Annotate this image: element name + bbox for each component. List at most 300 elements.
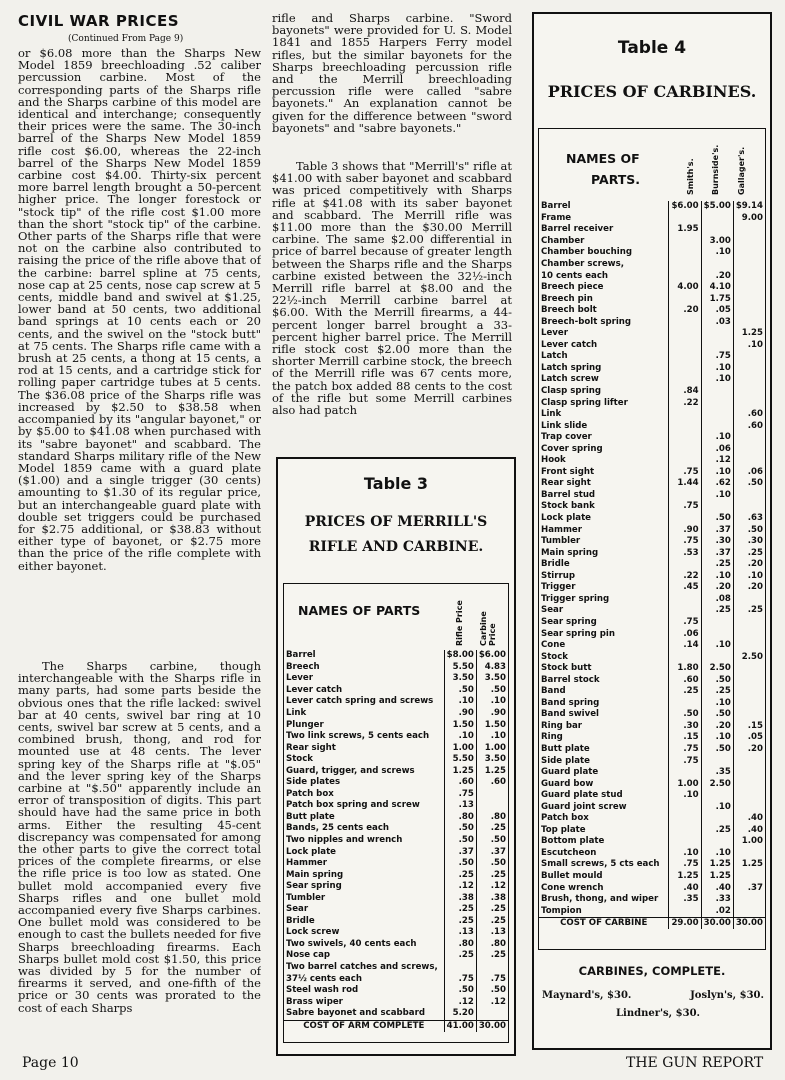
price-cell: [733, 236, 765, 248]
total-price-cell: 30.00: [733, 917, 765, 929]
price-cell: .63: [733, 513, 765, 525]
price-cell: [733, 801, 765, 813]
price-cell: 1.44: [669, 478, 701, 490]
price-cell: .90: [444, 708, 476, 720]
price-cell: .10: [669, 790, 701, 802]
part-name-cell: Sear spring: [541, 616, 597, 627]
price-cell: [669, 825, 701, 837]
price-cell: .06: [701, 443, 733, 455]
table-row: [284, 996, 508, 1008]
part-name-cell: Patch box: [286, 788, 334, 799]
table-row: [284, 892, 508, 904]
table-row: [539, 201, 765, 213]
price-cell: .12: [476, 881, 508, 893]
part-name-cell: Sabre bayonet and scabbard: [286, 1008, 425, 1019]
table-row: [284, 696, 508, 708]
table-row: [539, 905, 765, 917]
price-cell: .10: [701, 490, 733, 502]
price-cell: $6.00: [669, 201, 701, 213]
price-cell: .12: [444, 881, 476, 893]
price-cell: [669, 409, 701, 421]
price-cell: .10: [701, 698, 733, 710]
price-cell: .25: [444, 904, 476, 916]
price-cell: [701, 755, 733, 767]
price-cell: 1.00: [733, 836, 765, 848]
table-row: [539, 778, 765, 790]
table-row: [284, 685, 508, 697]
part-name-cell: Latch screw: [541, 374, 599, 385]
part-name-cell: Sear: [286, 904, 309, 915]
part-name-cell: Tompion: [541, 905, 582, 916]
price-cell: [733, 628, 765, 640]
table-row: [539, 721, 765, 733]
price-cell: [476, 800, 508, 812]
price-cell: .10: [701, 363, 733, 375]
complete-maynard: Maynard's, $30.: [542, 990, 632, 1001]
price-cell: .12: [476, 996, 508, 1008]
price-cell: [669, 651, 701, 663]
table-row: [284, 950, 508, 962]
price-cell: .40: [733, 825, 765, 837]
price-cell: .25: [701, 825, 733, 837]
price-cell: .10: [444, 731, 476, 743]
price-cell: [669, 455, 701, 467]
table-row: [539, 547, 765, 559]
table-4-header-gallager: Gallager's.: [737, 146, 746, 195]
price-cell: [669, 905, 701, 917]
price-cell: [733, 617, 765, 629]
price-cell: .50: [733, 478, 765, 490]
part-name-cell: Breech-bolt spring: [541, 316, 632, 327]
table-row: [284, 904, 508, 916]
total-price-cell: 41.00: [444, 1020, 476, 1032]
part-name-cell: Lever: [286, 673, 313, 684]
page-number: Page 10: [22, 1055, 79, 1071]
price-cell: .50: [476, 835, 508, 847]
price-cell: .75: [669, 755, 701, 767]
price-cell: [733, 259, 765, 271]
price-cell: .20: [701, 582, 733, 594]
table-4-title: PRICES OF CARBINES.: [547, 82, 757, 101]
price-cell: [733, 455, 765, 467]
part-name-cell: Clasp spring lifter: [541, 397, 628, 408]
table-row: [284, 823, 508, 835]
part-name-cell: Chamber bouching: [541, 247, 632, 258]
table-row: [539, 455, 765, 467]
table-row: [284, 973, 508, 985]
part-name-cell: Hammer: [286, 858, 327, 869]
price-cell: .50: [701, 709, 733, 721]
table-row: [284, 962, 508, 974]
price-cell: .20: [733, 744, 765, 756]
table-row: [284, 985, 508, 997]
part-name-cell: Lock plate: [541, 513, 592, 524]
price-cell: [733, 224, 765, 236]
part-name-cell: Breech: [286, 661, 320, 672]
price-cell: .12: [444, 996, 476, 1008]
price-cell: [669, 594, 701, 606]
part-name-cell: Stock: [541, 651, 569, 662]
part-name-cell: 37½ cents each: [286, 973, 362, 984]
price-cell: .60: [476, 777, 508, 789]
price-cell: [669, 605, 701, 617]
price-cell: .35: [701, 767, 733, 779]
part-name-cell: Patch box spring and screw: [286, 800, 420, 811]
price-cell: [669, 213, 701, 225]
table-row: [539, 640, 765, 652]
table-row: [539, 859, 765, 871]
price-cell: [669, 443, 701, 455]
price-cell: .08: [701, 594, 733, 606]
price-cell: 2.50: [701, 778, 733, 790]
table-3-header-carbine: Carbine Price: [479, 611, 497, 646]
price-cell: 5.50: [444, 662, 476, 674]
table-row: [539, 501, 765, 513]
price-cell: .10: [701, 732, 733, 744]
article-column-1-para-2: The Sharps carbine, though interchangeable with the Sharps rifle in many parts, had some parts beside the obvious ones that the rifle lacked: swivel bar at 40 cents, swivel bar ring at 10 cents, swivel bar screw at 5 cents, and a combined brush, thong, and rod for mounted use at 48 cents. The lever spring key of the Sharps rifle at "$.05" and the lever spring key of the Sharps carbine at "$.50" apparently include an error of transposition of digits. This part should have had the same price in both arms. Either the resulting 45-cent discrepancy was compensated for among the other parts to give the correct total prices of the complete firearms, or else the rifle price is too low as stated. One bullet mold accompanied every five Sharps rifles and one bullet mold accompanied every five Sharps carbines. One bullet mold was considered to be enough to cast the bullets needed for five Sharps breechloading firearms. Each Sharps bullet mold cost $1.50, this price was divided by 5 for the number of firearms it served, and one-fifth of the price or 30 cents was prorated to the cost of each Sharps: [18, 660, 261, 1015]
price-cell: 1.25: [733, 859, 765, 871]
table-row: [539, 617, 765, 629]
price-cell: .50: [476, 685, 508, 697]
part-name-cell: Trigger: [541, 582, 576, 593]
table-4-label: Table 4: [617, 38, 687, 58]
price-cell: 1.80: [669, 663, 701, 675]
price-cell: .10: [701, 432, 733, 444]
price-cell: .50: [701, 513, 733, 525]
price-cell: .20: [701, 721, 733, 733]
table-3-header-rifle: Rifle Price: [455, 600, 464, 646]
price-cell: [669, 374, 701, 386]
table-row: [539, 374, 765, 386]
price-cell: .14: [669, 640, 701, 652]
part-name-cell: Sear spring: [286, 881, 342, 892]
part-name-cell: Guard bow: [541, 778, 594, 789]
table-row: [539, 247, 765, 259]
price-cell: .10: [476, 696, 508, 708]
price-cell: [701, 340, 733, 352]
price-cell: 3.50: [476, 754, 508, 766]
part-name-cell: Guard plate stud: [541, 790, 623, 801]
price-cell: .90: [476, 708, 508, 720]
table-row: [539, 363, 765, 375]
table-row: [539, 282, 765, 294]
price-cell: .06: [669, 628, 701, 640]
table-row: [539, 628, 765, 640]
table-row: [539, 571, 765, 583]
table-row: [539, 478, 765, 490]
table-row: [539, 709, 765, 721]
price-cell: .10: [733, 571, 765, 583]
continued-note: (Continued From Page 9): [68, 34, 184, 44]
price-cell: [476, 789, 508, 801]
price-cell: [733, 316, 765, 328]
part-name-cell: Lock plate: [286, 846, 337, 857]
price-cell: 1.00: [444, 742, 476, 754]
part-name-cell: Rear sight: [286, 742, 336, 753]
price-cell: .25: [701, 605, 733, 617]
magazine-name: THE GUN REPORT: [626, 1055, 764, 1071]
price-cell: 1.00: [476, 742, 508, 754]
table-row: [539, 882, 765, 894]
price-cell: [701, 259, 733, 271]
table-row: [539, 316, 765, 328]
price-cell: .75: [444, 973, 476, 985]
total-row: [284, 1020, 508, 1032]
part-name-cell: Front sight: [541, 466, 595, 477]
part-name-cell: Bands, 25 cents each: [286, 823, 390, 834]
price-cell: 4.83: [476, 662, 508, 674]
price-cell: 1.25: [733, 328, 765, 340]
price-cell: .75: [444, 789, 476, 801]
table-row: [539, 467, 765, 479]
price-cell: .25: [444, 950, 476, 962]
price-cell: 4.00: [669, 282, 701, 294]
article-heading: CIVIL WAR PRICES: [18, 12, 179, 30]
price-cell: .37: [733, 882, 765, 894]
price-cell: 1.25: [476, 765, 508, 777]
price-cell: .20: [701, 270, 733, 282]
price-cell: .75: [701, 351, 733, 363]
price-cell: [701, 409, 733, 421]
price-cell: [701, 836, 733, 848]
part-name-cell: Chamber screws,: [541, 259, 624, 269]
price-cell: [733, 894, 765, 906]
part-name-cell: Tumbler: [541, 536, 581, 547]
price-cell: 1.25: [701, 871, 733, 883]
price-cell: 2.50: [701, 663, 733, 675]
part-name-cell: Latch spring: [541, 362, 602, 373]
table-row: [284, 708, 508, 720]
price-cell: [733, 905, 765, 917]
price-cell: [733, 305, 765, 317]
part-name-cell: Butt plate: [541, 743, 590, 754]
table-row: [539, 490, 765, 502]
part-name-cell: Cone wrench: [541, 882, 604, 893]
price-cell: [733, 755, 765, 767]
table-3-title-line-2: RIFLE AND CARBINE.: [308, 539, 484, 555]
table-row: [284, 858, 508, 870]
table-row: [284, 650, 508, 662]
part-name-cell: Bullet mould: [541, 870, 603, 881]
part-name-cell: Guard joint screw: [541, 801, 627, 812]
part-name-cell: Two nipples and wrench: [286, 835, 403, 846]
price-cell: .50: [701, 744, 733, 756]
price-cell: [733, 674, 765, 686]
price-cell: .13: [444, 927, 476, 939]
part-name-cell: Small screws, 5 cts each: [541, 859, 660, 870]
article-column-2-para-2: Table 3 shows that "Merrill's" rifle at $41.00 with saber bayonet and scabbard was priced competitively with Sharps rifle at $41.08 with its saber bayonet and scabbard. The Merrill rifle was $11.00 more than the $30.00 Merrill carbine. The same $2.00 differential in price of barrel because of greater length between the Sharps rifle and the Sharps carbine existed between the 32½-inch Merrill rifle barrel at $8.00 and the 22½-inch Merrill carbine barrel at $6.00. With the Merrill firearms, a 44-percent longer barrel brought a 33-percent higher barrel price. The Merrill rifle stock cost $2.00 more than the shorter Merrill carbine stock, the breech of the Merrill rifle was 67 cents more, the patch box added 88 cents to the cost of the rifle but some Merrill carbines also had patch: [272, 160, 512, 418]
price-cell: .75: [669, 744, 701, 756]
price-cell: .25: [733, 547, 765, 559]
table-row: [539, 224, 765, 236]
part-name-cell: Stock: [286, 754, 314, 765]
price-cell: [733, 490, 765, 502]
price-cell: .13: [444, 800, 476, 812]
table-row: [539, 305, 765, 317]
table-row: [539, 825, 765, 837]
part-name-cell: Plunger: [286, 719, 324, 730]
table-row: [284, 731, 508, 743]
price-cell: [733, 374, 765, 386]
table-row: [539, 790, 765, 802]
table-row: [284, 869, 508, 881]
price-cell: $9.14: [733, 201, 765, 213]
price-cell: 1.00: [669, 778, 701, 790]
price-cell: [733, 709, 765, 721]
part-name-cell: Breech piece: [541, 282, 604, 293]
part-name-cell: Guard plate: [541, 767, 599, 778]
table-row: [539, 813, 765, 825]
part-name-cell: Hook: [541, 455, 566, 466]
part-name-cell: Chamber: [541, 235, 585, 246]
price-cell: .10: [476, 731, 508, 743]
table-row: [539, 351, 765, 363]
part-name-cell: Two barrel catches and screws,: [286, 962, 438, 973]
price-cell: [733, 432, 765, 444]
price-cell: .75: [669, 501, 701, 513]
table-3-title-line-1: PRICES OF MERRILL'S: [304, 514, 488, 530]
part-name-cell: Top plate: [541, 824, 586, 835]
price-cell: .10: [669, 848, 701, 860]
price-cell: .25: [476, 916, 508, 928]
table-4-box: [532, 12, 772, 1050]
price-cell: .12: [701, 455, 733, 467]
total-price-cell: 30.00: [701, 917, 733, 929]
price-cell: .13: [476, 927, 508, 939]
part-name-cell: Brass wiper: [286, 996, 343, 1007]
price-cell: 1.25: [669, 871, 701, 883]
price-cell: [701, 628, 733, 640]
table-row: [539, 513, 765, 525]
price-cell: [669, 247, 701, 259]
part-name-cell: Sear spring pin: [541, 628, 615, 639]
price-cell: [669, 420, 701, 432]
price-cell: [733, 363, 765, 375]
price-cell: .15: [733, 721, 765, 733]
price-cell: .30: [733, 536, 765, 548]
price-cell: [733, 686, 765, 698]
price-cell: [701, 501, 733, 513]
price-cell: .84: [669, 386, 701, 398]
price-cell: .50: [444, 985, 476, 997]
table-row: [539, 524, 765, 536]
price-cell: [733, 767, 765, 779]
table-row: [284, 800, 508, 812]
price-cell: 5.50: [444, 754, 476, 766]
price-cell: [669, 490, 701, 502]
table-row: [539, 605, 765, 617]
price-cell: [701, 224, 733, 236]
price-cell: [733, 351, 765, 363]
part-name-cell: Cover spring: [541, 443, 603, 454]
price-cell: .37: [444, 846, 476, 858]
table-3-header-names: NAMES OF PARTS: [298, 603, 421, 618]
price-cell: .25: [476, 823, 508, 835]
price-cell: [476, 962, 508, 974]
table-row: [539, 674, 765, 686]
table-row: [539, 536, 765, 548]
price-cell: [701, 397, 733, 409]
price-cell: $6.00: [476, 650, 508, 662]
price-cell: .10: [701, 571, 733, 583]
table-row: [539, 328, 765, 340]
price-cell: .50: [476, 858, 508, 870]
total-row: [539, 917, 765, 929]
part-name-cell: Lever: [541, 328, 568, 339]
price-cell: .80: [444, 939, 476, 951]
price-cell: .37: [701, 547, 733, 559]
price-cell: .22: [669, 397, 701, 409]
table-row: [284, 673, 508, 685]
part-name-cell: Barrel receiver: [541, 224, 614, 235]
part-name-cell: Butt plate: [286, 811, 335, 822]
part-name-cell: Barrel: [541, 201, 571, 212]
article-column-1-para-1: or $6.08 more than the Sharps New Model 1859 breechloading .52 caliber percussion carbine. Most of the corresponding parts of the Sharps rifle and the Sharps carbine of this model are identical and interchange; consequently their prices were the same. The 30-inch barrel of the Sharps New Model 1859 rifle cost $6.00, whereas the 22-inch barrel of the Sharps New Model 1859 carbine cost $4.00. Thirty-six percent more barrel length brought a 50-percent higher price. The longer forestock or "stock tip" of the rifle cost $1.00 more than the short "stock tip" of the carbine. Other parts of the Sharps rifle that were not on the carbine also contributed to raising the price of the rifle above that of the carbine: barrel spline at 75 cents, nose cap at 25 cents, nose cap screw at 5 cents, middle band and swivel at $1.25, lower band at 50 cents, two additional band springs at 10 cents each or 20 cents, and the swivel on the "stock butt" at 75 cents. The Sharps rifle came with a brush at 25 cents, a thong at 15 cents, a rod at 15 cents, and a cartridge stick for rolling paper cartridge tubes at 5 cents. The $36.08 price of the Sharps rifle was increased by $2.50 to $38.58 when accompanied by its "angular bayonet," or by $5.00 to $41.08 when purchased with its "sabre bayonet" and scabbard. The standard Sharps military rifle of the New Model 1859 came with a guard plate ($1.00) and a single trigger (30 cents) amounting to $1.30 of its regular price, but an interchangeable guard plate with double set triggers could be purchased for $2.75 additional, or $38.83 without either type of bayonet, or $2.75 more than the price of the rifle complete with either bayonet.: [18, 47, 261, 573]
price-cell: .25: [701, 559, 733, 571]
table-row: [284, 754, 508, 766]
price-cell: 5.20: [444, 1008, 476, 1020]
part-name-cell: Barrel: [286, 650, 316, 661]
table-row: [539, 801, 765, 813]
part-name-cell: Barrel stud: [541, 489, 596, 500]
price-cell: [669, 801, 701, 813]
table-row: [539, 559, 765, 571]
price-cell: [701, 213, 733, 225]
table-row: [284, 835, 508, 847]
price-cell: [669, 813, 701, 825]
price-cell: .25: [444, 869, 476, 881]
total-label-cell: COST OF CARBINE: [539, 917, 669, 929]
price-cell: 1.25: [444, 765, 476, 777]
part-name-cell: Breech pin: [541, 293, 593, 304]
price-cell: .10: [701, 640, 733, 652]
table-row: [539, 432, 765, 444]
part-name-cell: Guard, trigger, and screws: [286, 765, 415, 776]
price-cell: .10: [733, 340, 765, 352]
price-cell: .35: [669, 894, 701, 906]
price-cell: .90: [669, 524, 701, 536]
price-cell: [701, 328, 733, 340]
price-cell: 1.95: [669, 224, 701, 236]
price-cell: 1.25: [701, 859, 733, 871]
table-row: [539, 582, 765, 594]
price-cell: [701, 386, 733, 398]
table-row: [284, 765, 508, 777]
price-cell: [669, 340, 701, 352]
table-row: [539, 594, 765, 606]
price-cell: [733, 640, 765, 652]
part-name-cell: Lever catch spring and screws: [286, 696, 434, 707]
price-cell: [733, 397, 765, 409]
price-cell: 1.50: [476, 719, 508, 731]
table-3-grid: [283, 583, 509, 1043]
part-name-cell: Two swivels, 40 cents each: [286, 938, 417, 949]
table-row: [284, 927, 508, 939]
table-4-grid: [538, 128, 766, 950]
price-cell: .50: [444, 823, 476, 835]
table-row: [539, 744, 765, 756]
part-name-cell: Two link screws, 5 cents each: [286, 731, 430, 742]
table-4-complete-title: CARBINES, COMPLETE.: [578, 964, 726, 978]
price-cell: .45: [669, 582, 701, 594]
price-cell: .75: [476, 973, 508, 985]
price-cell: .60: [733, 420, 765, 432]
price-cell: [669, 836, 701, 848]
part-name-cell: Steel wash rod: [286, 985, 359, 996]
table-4-header-names-2: PARTS.: [591, 172, 641, 187]
part-name-cell: Band swivel: [541, 709, 599, 720]
price-cell: .05: [733, 732, 765, 744]
